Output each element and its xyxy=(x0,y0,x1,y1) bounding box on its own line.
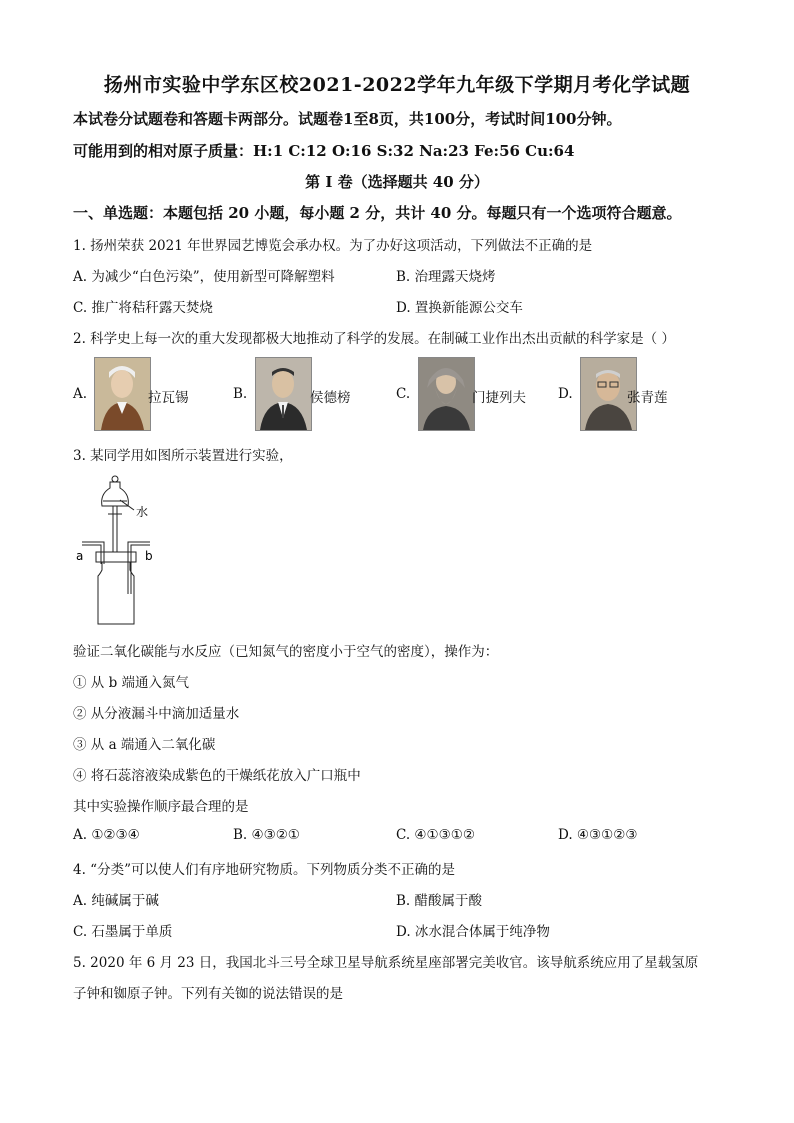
gas-bottle-apparatus-diagram xyxy=(70,470,170,630)
q3-option-c: C. ④①③①② xyxy=(396,827,475,843)
section1-heading: 一、单选题：本题包括 20 小题，每小题 2 分，共计 40 分。每题只有一个选项符合题意。 xyxy=(73,204,682,222)
q2-option-c-letter: C. xyxy=(396,386,411,402)
q1-option-a: A. 为减少“白色污染”，使用新型可降解塑料 xyxy=(73,269,335,285)
portrait-lavoisier xyxy=(94,357,151,431)
q2-option-c-name: 门捷列夫 xyxy=(472,390,526,406)
q5-stem-line-1: 5. 2020 年 6 月 23 日，我国北斗三号全球卫星导航系统星座部署完美收官。该导航系统应用了星载氢原 xyxy=(73,955,699,971)
q3-stem: 3. 某同学用如图所示装置进行实验， xyxy=(73,448,293,464)
q2-option-b-letter: B. xyxy=(233,386,248,402)
q2-option-b-name: 侯德榜 xyxy=(310,390,351,406)
q3-option-d: D. ④③①②③ xyxy=(558,827,638,843)
diagram-label-water: 水 xyxy=(136,505,149,519)
q3-option-a: A. ①②③④ xyxy=(73,827,140,843)
q1-option-b: B. 治理露天烧烤 xyxy=(396,269,496,285)
q3-description: 验证二氧化碳能与水反应（已知氮气的密度小于空气的密度），操作为： xyxy=(73,644,499,660)
q2-stem: 2. 科学史上每一次的重大发现都极大地推动了科学的发展。在制碱工业作出杰出贡献的科学家是（ ） xyxy=(73,331,675,347)
q3-option-b: B. ④③②① xyxy=(233,827,300,843)
q4-option-d: D. 冰水混合体属于纯净物 xyxy=(396,924,550,940)
part1-heading: 第 I 卷（选择题共 40 分） xyxy=(305,173,489,191)
q3-step-1: ① 从 b 端通入氮气 xyxy=(73,675,190,691)
diagram-label-a: a xyxy=(76,549,84,563)
diagram-label-b: b xyxy=(145,549,153,563)
q5-stem-line-2: 子钟和铷原子钟。下列有关铷的说法错误的是 xyxy=(73,986,343,1002)
q2-option-a-letter: A. xyxy=(73,386,88,402)
q1-stem: 1. 扬州荣获 2021 年世界园艺博览会承办权。为了办好这项活动，下列做法不正确的是 xyxy=(73,238,593,254)
exam-title: 扬州市实验中学东区校2021-2022学年九年级下学期月考化学试题 xyxy=(103,74,691,96)
q3-step-2: ② 从分液漏斗中滴加适量水 xyxy=(73,706,240,722)
q4-stem: 4. “分类”可以使人们有序地研究物质。下列物质分类不正确的是 xyxy=(73,862,455,878)
q4-option-a: A. 纯碱属于碱 xyxy=(73,893,159,909)
q2-option-d-name: 张青莲 xyxy=(627,390,668,406)
q2-option-a-name: 拉瓦锡 xyxy=(148,390,189,406)
intro-line-2: 可能用到的相对原子质量：H:1 C:12 O:16 S:32 Na:23 Fe:56 Cu:64 xyxy=(73,142,575,160)
q3-step-3: ③ 从 a 端通入二氧化碳 xyxy=(73,737,216,753)
q4-option-c: C. 石墨属于单质 xyxy=(73,924,173,940)
q2-option-d-letter: D. xyxy=(558,386,573,402)
q1-option-c: C. 推广将秸秆露天焚烧 xyxy=(73,300,213,316)
portrait-hou-debang xyxy=(255,357,312,431)
intro-line-1: 本试卷分试题卷和答题卡两部分。试题卷1至8页，共100分，考试时间100分钟。 xyxy=(73,110,622,128)
q3-ask: 其中实验操作顺序最合理的是 xyxy=(73,799,249,815)
q4-option-b: B. 醋酸属于酸 xyxy=(396,893,483,909)
q3-step-4: ④ 将石蕊溶液染成紫色的干燥纸花放入广口瓶中 xyxy=(73,768,361,784)
q1-option-d: D. 置换新能源公交车 xyxy=(396,300,523,316)
portrait-mendeleev xyxy=(418,357,475,431)
